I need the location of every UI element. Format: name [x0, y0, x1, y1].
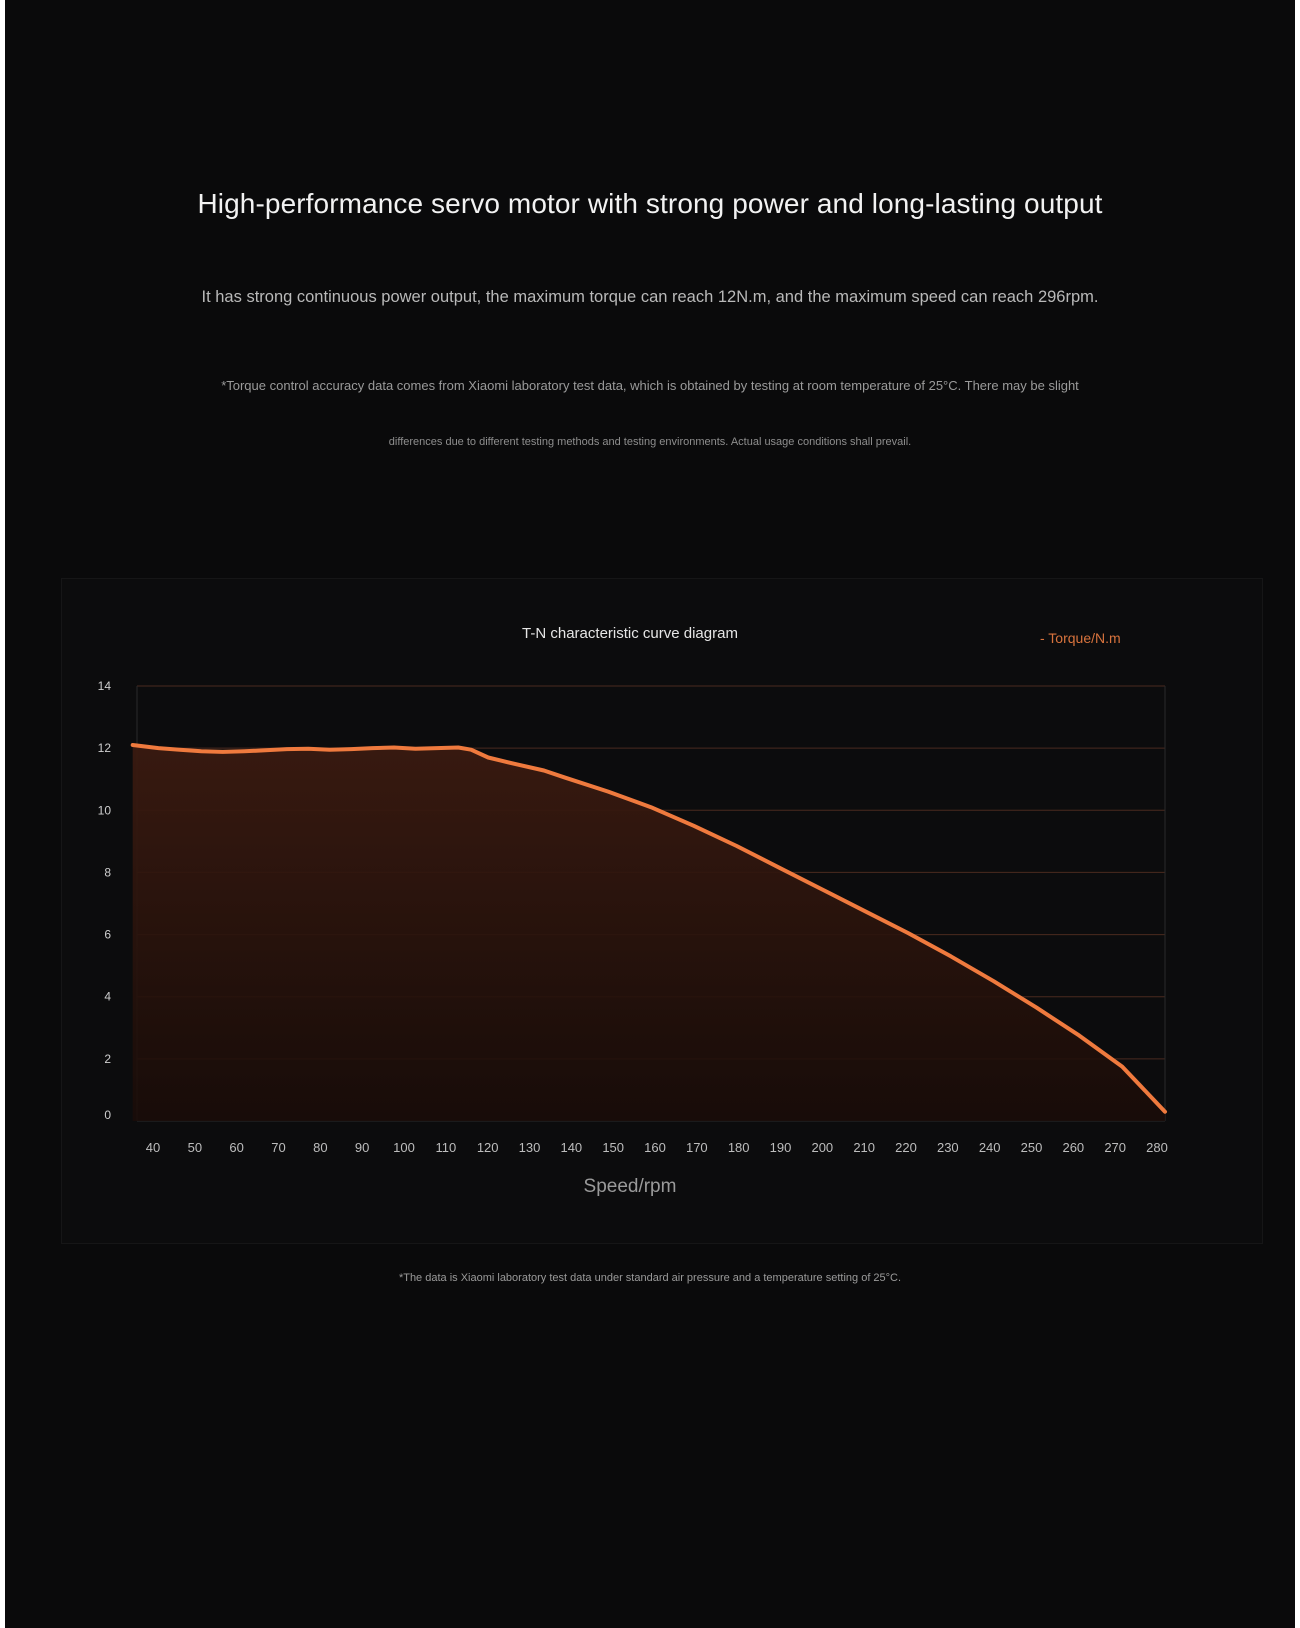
x-tick-label: 160: [644, 1140, 666, 1155]
x-axis-label: Speed/rpm: [583, 1176, 677, 1197]
x-tick-label: 120: [476, 1140, 499, 1155]
x-tick-label: 180: [727, 1140, 750, 1155]
disclaimer-line-2: differences due to different testing methods and testing environments. Actual usage conditions shall prevail.: [388, 436, 912, 448]
page-subtitle: It has strong continuous power output, the maximum torque can reach 12N.m, and the maximum speed can reach 296rpm.: [201, 288, 1099, 306]
chart-legend-label: - Torque/N.m: [1040, 630, 1121, 646]
x-tick-label: 220: [895, 1140, 917, 1155]
x-tick-label: 70: [271, 1140, 286, 1155]
x-tick-label: 260: [1062, 1140, 1085, 1155]
y-tick-label: 10: [97, 803, 111, 818]
disclaimer-line-1: *Torque control accuracy data comes from Xiaomi laboratory test data, which is obtained by testing at room temperature of 25°C. There may be slight: [221, 378, 1079, 393]
y-tick-label: 0: [104, 1108, 111, 1122]
y-tick-label: 6: [104, 927, 111, 942]
x-tick-label: 110: [435, 1140, 457, 1155]
torque-area-fill: [133, 745, 1165, 1121]
y-tick-label: 4: [104, 989, 111, 1004]
x-tick-label: 210: [853, 1140, 876, 1155]
x-tick-label: 90: [354, 1140, 370, 1155]
y-tick-label: 14: [97, 679, 111, 693]
x-tick-label: 100: [393, 1140, 415, 1155]
y-tick-label: 12: [97, 741, 111, 756]
x-tick-label: 240: [978, 1140, 1001, 1155]
page-title: High-performance servo motor with strong power and long-lasting output: [197, 188, 1103, 219]
x-tick-label: 190: [769, 1140, 792, 1155]
footer-note: *The data is Xiaomi laboratory test data under standard air pressure and a temperature setting of 25°C.: [398, 1272, 902, 1284]
tn-curve-chart: [62, 579, 1262, 1243]
chart-title: T-N characteristic curve diagram: [522, 625, 738, 642]
y-tick-label: 2: [104, 1051, 111, 1066]
x-tick-label: 200: [811, 1140, 834, 1155]
y-tick-label: 8: [104, 865, 111, 880]
x-tick-label: 170: [685, 1140, 708, 1155]
x-tick-label: 150: [602, 1140, 625, 1155]
x-tick-label: 60: [229, 1140, 244, 1155]
x-tick-label: 140: [560, 1140, 583, 1155]
x-tick-label: 80: [313, 1140, 328, 1155]
x-tick-label: 230: [936, 1140, 959, 1155]
x-tick-label: 40: [145, 1140, 161, 1155]
x-tick-label: 50: [187, 1140, 203, 1155]
x-tick-label: 270: [1104, 1140, 1127, 1155]
page-background: [5, 0, 1295, 1628]
chart-panel: [61, 578, 1263, 1244]
x-tick-label: 280: [1146, 1140, 1168, 1155]
x-tick-label: 130: [518, 1140, 541, 1155]
x-tick-label: 250: [1020, 1140, 1043, 1155]
